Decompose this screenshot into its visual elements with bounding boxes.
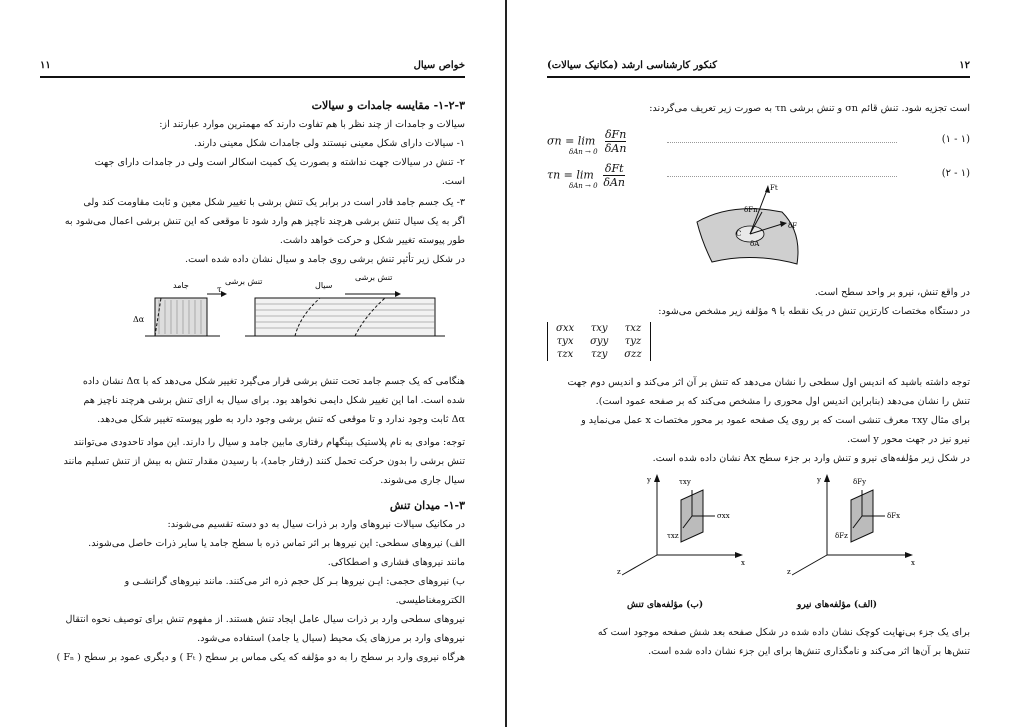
list-item: ۳- یک جسم جامد قادر است در برابر یک تنش برشی با تغییر شکل معین و ثابت مقاومت کند ولی <box>83 197 465 208</box>
matrix-cell: σzz <box>624 349 642 360</box>
equation-numerator: δFt <box>604 162 624 175</box>
y-axis-label: y <box>647 476 651 484</box>
shear-stress-label: تنش برشی <box>355 273 393 282</box>
dotted-leader <box>667 142 897 143</box>
page-number: ۱۲ <box>959 60 970 71</box>
equation-number: (۱ - ۱) <box>941 134 970 145</box>
figure-caption: (الف) مؤلفه‌های نیرو <box>797 600 877 610</box>
page-number: ۱۱ <box>40 60 51 71</box>
delta-alpha-label: Δα <box>133 315 145 324</box>
paragraph-line: سیالات و جامدات از چند نظر با هم تفاوت دارند که مهمترین موارد عبارتند از: <box>159 119 465 130</box>
equation-limit: δAn → 0 <box>569 182 598 190</box>
matrix-cell: τyz <box>624 336 642 347</box>
fluid-label: سیال <box>315 281 333 290</box>
sxx-label: σxx <box>717 512 730 520</box>
list-item: اگر به یک سیال تنش برشی هرچند ناچیز هم وارد شود تا موقعی که این تنش برشی اعمال می‌شود به <box>64 216 465 227</box>
section-heading: ۱-۳- میدان تنش <box>389 499 465 512</box>
equation-lhs: σn = lim <box>547 134 596 148</box>
paragraph-line: مانند نیروهای فشاری و اصطکاکی. <box>327 557 465 568</box>
equation-lhs: τn = lim <box>547 168 594 182</box>
paragraph-line: نیروهای وارد بر مرزهای یک محیط (سیال یا جامد) استفاده می‌شود. <box>197 633 465 644</box>
paragraph-line: Δα ثابت وجود ندارد و تا موقعی که تنش برشی وجود دارد به طور پیوسته تغییر شکل می‌دهد. <box>97 414 465 425</box>
running-title: کنکور کارشناسی ارشد (مکانیک سیالات) <box>547 60 717 71</box>
matrix-cell: σxx <box>556 323 575 334</box>
paragraph-line: در واقع تنش، نیرو بر واحد سطح است. <box>814 287 970 298</box>
paragraph-line: برای یک جزء بی‌نهایت کوچک نشان داده شده در شکل صفحه بعد شش صفحه موجود است که <box>597 627 970 638</box>
x-axis-label: x <box>911 559 915 567</box>
stress-matrix <box>547 322 651 361</box>
paragraph-line: هرگاه نیروی وارد بر سطح را به دو مؤلفه که یکی مماس بر سطح ( Fₜ ) و دیگری عمود بر سطح ( Fₙ ) <box>56 652 465 663</box>
z-axis-label: z <box>787 568 791 576</box>
list-item: است. <box>441 176 465 187</box>
paragraph-line: تنش را نشان می‌دهد (بنابراین اندیس اول محوری را مشخص می‌کند که بر صفحه عمود است). <box>595 396 970 407</box>
paragraph-line: الکترومغناطیسی. <box>395 595 465 606</box>
list-item: ۲- تنش در سیالات جهت نداشته و بصورت یک کمیت اسکالر است ولی در جامدات دارای جهت <box>94 157 465 168</box>
equation-number: (۲ - ۱) <box>941 168 970 179</box>
c-label: C <box>736 230 742 238</box>
paragraph-line: توجه داشته باشید که اندیس اول سطحی را نشان می‌دهد که تنش بر آن اثر می‌کند و اندیس دوم جهت <box>567 377 970 388</box>
surface-element-figure <box>692 182 822 272</box>
df-label: δF <box>788 222 798 230</box>
section-heading: ۱-۲-۳- مقایسه جامدات و سیالات <box>311 99 465 112</box>
paragraph-line: نیرو نیز در جهت محور y است. <box>847 434 970 445</box>
dfn-label: δFn <box>744 206 758 214</box>
list-item: ۱- سیالات دارای شکل معینی نیستند ولی جامدات شکل معینی دارند. <box>194 138 465 149</box>
note-line: سیال جاری می‌شوند. <box>380 475 465 486</box>
x-axis-label: x <box>741 559 745 567</box>
force-components-figure <box>777 470 917 580</box>
note-line: توجه: موادی به نام پلاستیک بینگهام رفتاری مابین جامد و سیال را دارند. این مواد تاحدودی می‌توانند <box>73 437 465 448</box>
solid-fluid-figure <box>125 273 465 348</box>
left-header <box>40 60 465 78</box>
equation-numerator: δFn <box>604 128 627 141</box>
shear-stress-label: تنش برشی <box>225 277 263 286</box>
ft-label: Ft <box>770 184 778 192</box>
fz-label: δFz <box>835 532 848 540</box>
z-axis-label: z <box>617 568 621 576</box>
matrix-cell: τyx <box>556 336 574 347</box>
matrix-cell: τxy <box>590 323 608 334</box>
equation-denominator: δAn <box>604 142 627 155</box>
list-item: طور پیوسته تغییر شکل و حرکت خواهد داشت. <box>279 235 465 246</box>
right-header <box>547 60 970 78</box>
matrix-cell: τzx <box>556 349 574 360</box>
paragraph-line: در شکل زیر مؤلفه‌های نیرو و تنش وارد بر جزء سطح Ax نشان داده شده است. <box>652 453 970 464</box>
running-title: خواص سیال <box>413 60 465 71</box>
dotted-leader <box>667 176 897 177</box>
matrix-cell: σyy <box>590 336 609 347</box>
y-axis-label: y <box>817 476 821 484</box>
txz-label: τxz <box>667 532 679 540</box>
right-page <box>507 0 1010 727</box>
equation-limit: δAn → 0 <box>569 148 598 156</box>
tau-label: τ <box>217 285 222 294</box>
paragraph-line: برای مثال τxy معرف تنشی است که بر روی یک صفحه عمود بر محور مختصات x عمل می‌نماید و <box>581 415 970 426</box>
fx-label: δFx <box>887 512 901 520</box>
figure-caption: (ب) مؤلفه‌های تنش <box>627 600 704 610</box>
paragraph-line: ب) نیروهای حجمی: ایـن نیروها بـر کل حجم ذره اثر می‌کنند. مانند نیروهای گرانشـی و <box>124 576 465 587</box>
stress-components-figure <box>607 470 747 580</box>
paragraph-line: در دستگاه مختصات کارتزین تنش در یک نقطه با ۹ مؤلفه زیر مشخص می‌شود: <box>658 306 970 317</box>
equation-denominator: δAn <box>603 176 626 189</box>
paragraph-line: نیروهای سطحی وارد بر ذرات سیال عامل ایجاد تنش هستند. از مفهوم تنش برای توصیف نحوه انتقال <box>65 614 465 625</box>
figure-caption: در شکل زیر تأثیر تنش برشی روی جامد و سیال نشان داده شده است. <box>185 254 465 265</box>
note-line: تنش برشی را بدون حرکت تحمل کنند (رفتار جامد)، با رسیدن مقدار تنش به بیش از تنش تسلیم مانند <box>63 456 465 467</box>
txy-label: τxy <box>679 478 691 486</box>
paragraph-line: الف) نیروهای سطحی: این نیروها بر اثر تماس ذره با سطح جامد یا سایر ذرات حاصل می‌شوند. <box>88 538 465 549</box>
fy-label: δFy <box>853 478 867 486</box>
paragraph-line: تنش‌ها بر آن‌ها اثر می‌کند و نامگذاری تنش‌ها برای این جزء نشان داده شده است. <box>648 646 970 657</box>
matrix-cell: τzy <box>590 349 608 360</box>
paragraph-line: شده است. اما این تغییر شکل دایمی نخواهد بود. برای سیال به ازای تنش برشی هرچند ناچیز هم <box>83 395 465 406</box>
paragraph-line: در مکانیک سیالات نیروهای وارد بر ذرات سیال به دو دسته تقسیم می‌شوند: <box>167 519 465 530</box>
paragraph-line: هنگامی که یک جسم جامد تحت تنش برشی قرار می‌گیرد تغییر شکل می‌دهد که با Δα نشان داده <box>82 376 465 387</box>
matrix-cell: τxz <box>624 323 642 334</box>
solid-label: جامد <box>173 281 189 290</box>
paragraph-line: است تجزیه شود. تنش قائم σn و تنش برشی τn به صورت زیر تعریف می‌گردند: <box>649 103 970 114</box>
da-label: δA <box>750 240 760 248</box>
